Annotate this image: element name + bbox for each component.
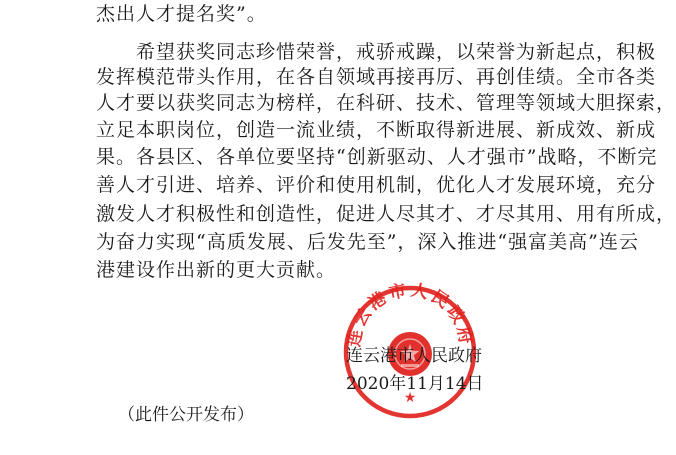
svg-text:连云港市人民政府: 连云港市人民政府 [344,282,476,349]
body-line-6: 果。各县区、各单位要坚持“创新驱动、人才强市”战略，不断完 [96,146,658,168]
body-line-8: 激发人才积极性和创造性，促进人尽其才、才尽其用、用有所成， [96,203,676,225]
body-line-9: 为奋力实现“高质发展、后发先至”，深入推进“强富美高”连云 [96,231,639,253]
signature-org: 连云港市人民政府 [346,346,482,366]
body-line-10: 港建设作出新的更大贡献。 [96,259,337,281]
body-line-2: 希望获奖同志珍惜荣誉，戒骄戒躁，以荣誉为新起点，积极 [136,41,657,63]
publish-note: （此件公开发布） [118,405,254,425]
svg-text:★: ★ [403,390,417,406]
body-line-7: 善人才引进、培养、评价和使用机制，优化人才发展环境，充分 [96,174,657,196]
body-line-4: 人才要以获奖同志为榜样，在科研、技术、管理等领域大胆探索， [96,92,676,114]
signature-date: 2020年11月14日 [346,374,484,394]
body-line-3: 发挥模范带头作用，在各自领域再接再厉、再创佳绩。全市各类 [96,66,657,88]
body-line-1: 杰出人才提名奖”。 [96,3,267,25]
body-line-5: 立足本职岗位，创造一流业绩，不断取得新进展、新成效、新成 [96,119,657,141]
